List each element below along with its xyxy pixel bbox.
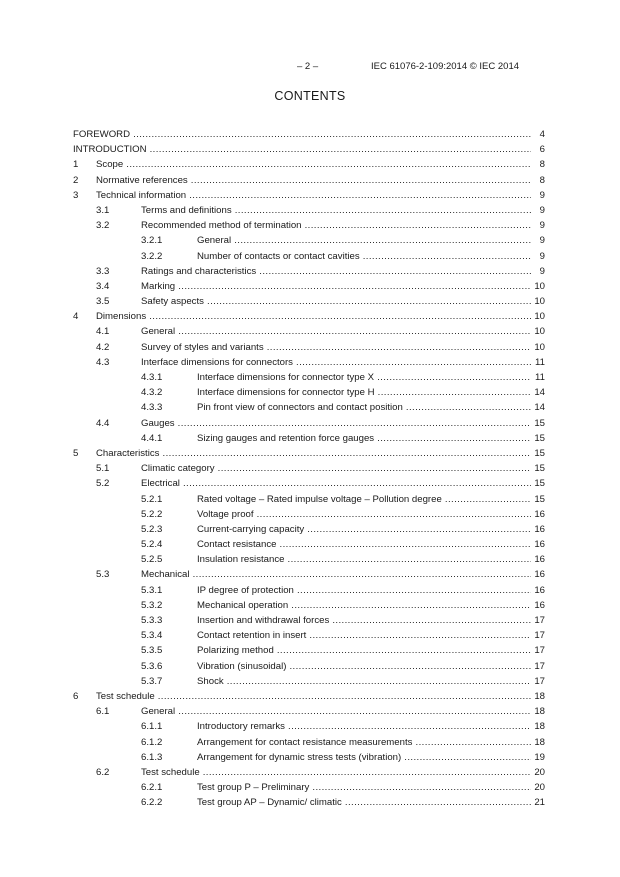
- toc-entry-page: 16: [534, 508, 545, 520]
- toc-entry[interactable]: [73, 173, 545, 188]
- toc-entry-page: 9: [539, 189, 545, 201]
- toc-entry-page: 17: [534, 630, 545, 642]
- toc-entry-page: 17: [534, 645, 545, 657]
- toc-entry-label: Marking .....: [141, 279, 531, 294]
- toc-entry[interactable]: [73, 567, 545, 582]
- toc-entry-label: Voltage proof .....: [197, 507, 531, 522]
- toc-entry-page: 15: [534, 493, 545, 505]
- toc-entry-page: 10: [534, 311, 545, 323]
- toc-entry[interactable]: [73, 400, 545, 415]
- toc-entry[interactable]: [73, 157, 545, 172]
- toc-entry[interactable]: [73, 340, 545, 355]
- toc-entry-number: 6.1: [96, 706, 110, 718]
- toc-entry-number: 6.2.1: [141, 782, 163, 794]
- toc-entry-number: 5.2.3: [141, 523, 163, 535]
- toc-entry[interactable]: [73, 249, 545, 264]
- toc-entry-label: Contact resistance .....: [197, 537, 531, 552]
- toc-entry-page: 10: [534, 296, 545, 308]
- toc-entry-page: 21: [534, 797, 545, 809]
- toc-entry-page: 15: [534, 417, 545, 429]
- toc-entry[interactable]: [73, 492, 545, 507]
- toc-entry[interactable]: [73, 294, 545, 309]
- toc-entry-page: 18: [534, 721, 545, 733]
- toc-entry-label: Interface dimensions for connectors .....: [141, 355, 531, 370]
- toc-entry[interactable]: [73, 583, 545, 598]
- toc-entry-label: Mechanical operation .....: [197, 598, 531, 613]
- toc-entry-label: INTRODUCTION .....: [73, 142, 531, 157]
- toc-entry-page: 4: [539, 129, 545, 140]
- toc-entry[interactable]: [73, 461, 545, 476]
- toc-entry-number: 4.1: [96, 326, 110, 338]
- toc-entry-number: 4.3.1: [141, 372, 163, 383]
- toc-entry[interactable]: [73, 203, 545, 218]
- page-header: [0, 59, 620, 75]
- toc-entry-page: 8: [539, 159, 545, 171]
- toc-entry-page: 9: [539, 220, 545, 232]
- toc-entry[interactable]: [73, 507, 545, 522]
- toc-entry[interactable]: [73, 264, 545, 279]
- toc-entry-label: Terms and definitions .....: [141, 203, 531, 218]
- toc-entry-number: 5.3.4: [141, 630, 163, 642]
- toc-entry-label: Interface dimensions for connector type X .....: [197, 370, 531, 385]
- toc-entry-page: 18: [534, 690, 545, 702]
- page-number: – 2 –: [297, 61, 319, 72]
- toc-entry-label: Technical information .....: [96, 188, 531, 203]
- toc-entry[interactable]: [73, 689, 545, 704]
- toc-entry[interactable]: [73, 309, 545, 324]
- toc-entry[interactable]: [73, 522, 545, 537]
- toc-entry-number: 3: [73, 189, 79, 201]
- toc-entry-label: General .....: [197, 233, 531, 248]
- toc-entry-label: Test schedule .....: [141, 765, 531, 780]
- toc-entry-label: Rated voltage – Rated impulse voltage – Pollution degree .....: [197, 492, 531, 507]
- toc-entry-page: 15: [534, 447, 545, 459]
- toc-entry-number: 5.2.5: [141, 554, 163, 566]
- toc-entry-label: Recommended method of termination .....: [141, 218, 531, 233]
- toc-entry-number: 6.2: [96, 766, 110, 778]
- toc-entry-label: Pin front view of connectors and contact position .....: [197, 400, 531, 415]
- toc-entry-label: Test schedule .....: [96, 689, 531, 704]
- toc-entry[interactable]: [73, 704, 545, 719]
- toc-entry-number: 5.3.2: [141, 599, 163, 611]
- toc-entry-page: 17: [534, 675, 545, 687]
- toc-entry-number: 4.3.2: [141, 387, 163, 399]
- toc-entry-page: 17: [534, 660, 545, 672]
- toc-entry-label: Electrical .....: [141, 476, 531, 491]
- toc-entry[interactable]: [73, 370, 545, 385]
- toc-entry-number: 4.3.3: [141, 402, 163, 414]
- toc-entry-page: 18: [534, 736, 545, 748]
- toc-entry-page: 15: [534, 432, 545, 444]
- toc-entry-page: 16: [534, 569, 545, 581]
- toc-entry[interactable]: [73, 142, 545, 157]
- toc-entry-page: 9: [539, 235, 545, 247]
- toc-entry-number: 5.3.7: [141, 675, 163, 687]
- toc-entry-number: 3.5: [96, 296, 110, 308]
- toc-entry-page: 10: [534, 341, 545, 353]
- table-of-contents: [73, 127, 545, 810]
- toc-entry[interactable]: [73, 537, 545, 552]
- toc-entry[interactable]: [73, 795, 545, 810]
- toc-entry-number: 3.2.1: [141, 235, 163, 247]
- toc-entry-number: 6.2.2: [141, 797, 163, 809]
- toc-entry-number: 4: [73, 311, 79, 323]
- toc-entry-number: 5.2: [96, 478, 110, 490]
- toc-entry-page: 18: [534, 706, 545, 718]
- toc-entry[interactable]: [73, 598, 545, 613]
- toc-entry-number: 1: [73, 159, 79, 171]
- toc-entry[interactable]: [73, 476, 545, 491]
- toc-entry-page: 15: [534, 463, 545, 475]
- toc-entry[interactable]: [73, 431, 545, 446]
- toc-entry-page: 19: [534, 751, 545, 763]
- toc-entry[interactable]: [73, 218, 545, 233]
- toc-entry-number: 4.4.1: [141, 432, 163, 444]
- toc-entry-page: 16: [534, 554, 545, 566]
- toc-entry-number: 5.3.5: [141, 645, 163, 657]
- toc-entry-label: Insertion and withdrawal forces .....: [197, 613, 531, 628]
- toc-entry-page: 9: [539, 250, 545, 262]
- toc-entry-number: 5.3: [96, 569, 110, 581]
- toc-entry-label: Interface dimensions for connector type H .....: [197, 385, 531, 400]
- toc-entry-number: 6.1.1: [141, 721, 163, 733]
- page-title: CONTENTS: [274, 89, 346, 103]
- toc-entry-number: 4.3: [96, 356, 110, 368]
- toc-entry-label: Introductory remarks .....: [197, 719, 531, 734]
- toc-entry-number: 5.3.3: [141, 615, 163, 626]
- toc-entry-page: 9: [539, 204, 545, 216]
- toc-entry-page: 10: [534, 280, 545, 292]
- toc-entry-label: Shock .....: [197, 674, 531, 689]
- toc-entry-label: General .....: [141, 324, 531, 339]
- standard-reference: IEC 61076-2-109:2014 © IEC 2014: [371, 61, 520, 72]
- toc-entry-label: Dimensions .....: [96, 309, 531, 324]
- toc-entry-label: Insulation resistance .....: [197, 552, 531, 567]
- toc-entry-number: 5.1: [96, 463, 110, 475]
- toc-entry-number: 3.2: [96, 220, 110, 232]
- toc-entry[interactable]: [73, 643, 545, 658]
- toc-entry-page: 11: [535, 372, 545, 383]
- toc-entry[interactable]: [73, 719, 545, 734]
- toc-entry[interactable]: [73, 628, 545, 643]
- toc-entry-label: Climatic category .....: [141, 461, 531, 476]
- toc-entry-label: General .....: [141, 704, 531, 719]
- toc-entry-page: 17: [534, 615, 545, 626]
- toc-entry[interactable]: [73, 279, 545, 294]
- toc-entry-number: 6: [73, 690, 79, 702]
- toc-entry[interactable]: [73, 613, 545, 628]
- toc-entry-number: 3.2.2: [141, 250, 163, 262]
- toc-entry[interactable]: [73, 355, 545, 370]
- toc-entry-number: 5.2.1: [141, 493, 163, 505]
- toc-entry[interactable]: [73, 188, 545, 203]
- toc-entry-page: 16: [534, 599, 545, 611]
- toc-entry-number: 5.3.6: [141, 660, 163, 672]
- toc-entry-number: 5.2.2: [141, 508, 163, 520]
- toc-entry-label: Ratings and characteristics .....: [141, 264, 531, 279]
- toc-entry[interactable]: [73, 416, 545, 431]
- toc-entry-label: Gauges .....: [141, 416, 531, 431]
- toc-entry-number: 3.3: [96, 265, 110, 277]
- toc-entry-page: 15: [534, 478, 545, 490]
- toc-entry[interactable]: [73, 735, 545, 750]
- toc-entry-page: 8: [539, 174, 545, 186]
- toc-entry-number: 6.1.2: [141, 736, 163, 748]
- toc-entry-label: Polarizing method .....: [197, 643, 531, 658]
- toc-entry-number: 5: [73, 447, 79, 459]
- toc-entry-number: 3.4: [96, 280, 110, 292]
- toc-entry-label: Test group P – Preliminary .....: [197, 780, 531, 795]
- toc-entry-label: Arrangement for contact resistance measurements .....: [197, 735, 531, 750]
- toc-entry-label: Number of contacts or contact cavities .....: [197, 249, 531, 264]
- toc-entry-page: 16: [534, 523, 545, 535]
- toc-entry[interactable]: [73, 552, 545, 567]
- toc-entry-page: 14: [534, 402, 545, 414]
- toc-entry-label: Characteristics .....: [96, 446, 531, 461]
- toc-entry-label: Arrangement for dynamic stress tests (vibration) .....: [197, 750, 531, 765]
- toc-entry-page: 9: [539, 265, 545, 277]
- toc-entry-page: 14: [534, 387, 545, 399]
- toc-entry-label: Mechanical .....: [141, 567, 531, 582]
- toc-entry-label: Current-carrying capacity .....: [197, 522, 531, 537]
- toc-entry-number: 5.2.4: [141, 539, 163, 551]
- toc-entry[interactable]: [73, 780, 545, 795]
- toc-entry-page: 11: [535, 356, 545, 368]
- toc-entry-label: Survey of styles and variants .....: [141, 340, 531, 355]
- toc-entry-number: 2: [73, 174, 79, 186]
- toc-entry[interactable]: [73, 324, 545, 339]
- toc-entry[interactable]: [73, 127, 545, 142]
- toc-entry-number: 3.1: [96, 204, 110, 216]
- toc-entry-label: Sizing gauges and retention force gauges .....: [197, 431, 531, 446]
- toc-entry[interactable]: [73, 674, 545, 689]
- toc-entry[interactable]: [73, 659, 545, 674]
- toc-entry-page: 20: [534, 766, 545, 778]
- toc-entry-label: Normative references .....: [96, 173, 531, 188]
- toc-entry-page: 16: [534, 584, 545, 596]
- toc-entry-page: 16: [534, 539, 545, 551]
- toc-entry-label: Contact retention in insert .....: [197, 628, 531, 643]
- toc-entry[interactable]: [73, 750, 545, 765]
- toc-entry-number: 6.1.3: [141, 751, 163, 763]
- toc-entry-label: Scope .....: [96, 157, 531, 172]
- toc-entry-page: 6: [539, 144, 545, 156]
- toc-entry-label: FOREWORD .....: [73, 127, 531, 142]
- toc-entry-label: Safety aspects .....: [141, 294, 531, 309]
- toc-entry-page: 10: [534, 326, 545, 338]
- toc-entry[interactable]: [73, 765, 545, 780]
- toc-entry-label: IP degree of protection .....: [197, 583, 531, 598]
- toc-entry-label: Vibration (sinusoidal) .....: [197, 659, 531, 674]
- toc-entry[interactable]: [73, 446, 545, 461]
- toc-entry-number: 5.3.1: [141, 584, 163, 596]
- toc-entry-page: 20: [534, 782, 545, 794]
- toc-entry-label: Test group AP – Dynamic/ climatic .....: [197, 795, 531, 810]
- toc-entry-number: 4.4: [96, 417, 110, 429]
- toc-entry[interactable]: [73, 233, 545, 248]
- toc-entry-number: 4.2: [96, 341, 110, 353]
- toc-entry[interactable]: [73, 385, 545, 400]
